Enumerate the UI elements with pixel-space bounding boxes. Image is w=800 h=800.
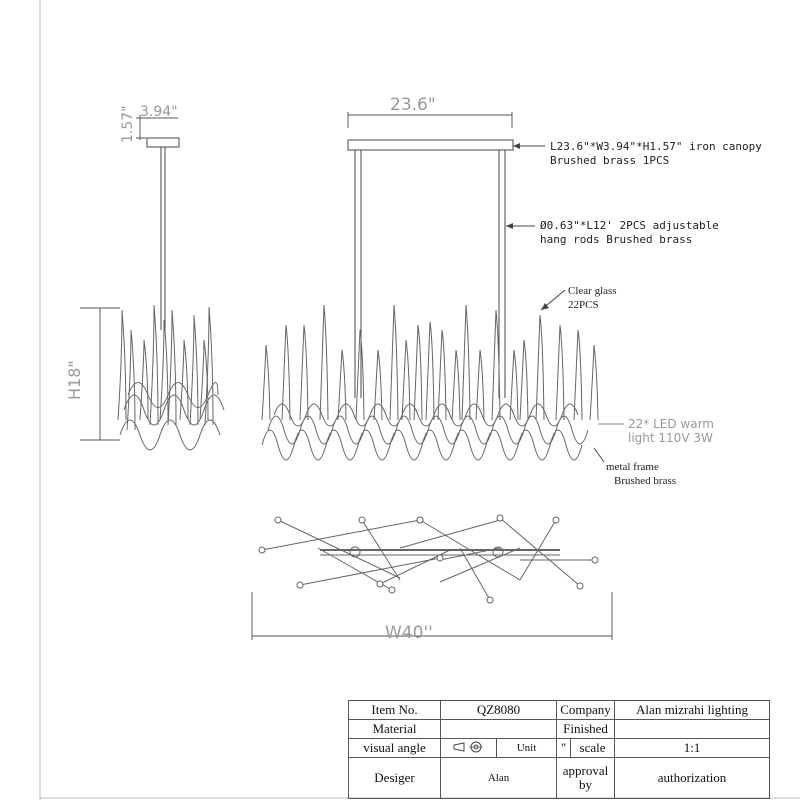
designer-value: Alan (441, 758, 557, 799)
visual-angle-label: visual angle (349, 739, 441, 758)
canopy-callout-line2: Brushed brass 1PCS (550, 154, 670, 167)
first-angle-projection-icon (452, 741, 486, 753)
canopy-width-label: 3.94" (140, 104, 178, 120)
scale-value: 1:1 (615, 739, 770, 758)
canopy-callout-line1: L23.6"*W3.94"*H1.57" iron canopy (550, 140, 762, 153)
company-value: Alan mizrahi lighting (615, 701, 770, 720)
unit-label: Unit (497, 739, 557, 758)
top-view (252, 515, 612, 643)
approval-label: approval by (557, 758, 615, 799)
finished-label: Finished (557, 720, 615, 739)
designer-label: Desiger (349, 758, 441, 799)
front-glass-arms (262, 305, 598, 460)
title-block (348, 700, 769, 798)
front-view (262, 95, 762, 487)
arm-ends (259, 515, 598, 603)
led-callout-line1: 22* LED warm (628, 417, 714, 431)
glass-callout-line1: Clear glass (568, 285, 617, 297)
canopy-height-label: 1.57" (120, 105, 136, 143)
projection-symbol-icon (441, 739, 497, 758)
front-width-label: 23.6" (390, 95, 436, 115)
item-no-label: Item No. (349, 701, 441, 720)
frame-callout-line2: Brushed brass (614, 475, 677, 487)
frame-leader (594, 448, 604, 462)
side-glass-arms (118, 305, 224, 450)
frame-callout-line1: metal frame (606, 461, 659, 473)
unit-value: " (557, 739, 571, 758)
company-label: Company (557, 701, 615, 720)
authorization-label: authorization (615, 758, 770, 799)
rods-callout-line1: Ø0.63"*L12' 2PCS adjustable (540, 219, 719, 232)
material-label: Material (349, 720, 441, 739)
height-label: H18" (65, 360, 84, 400)
item-no-value: QZ8080 (441, 701, 557, 720)
side-view (65, 104, 224, 450)
glass-callout-line2: 22PCS (568, 299, 599, 311)
side-canopy (147, 138, 179, 147)
material-value (441, 720, 557, 739)
top-arms (262, 518, 595, 600)
frame-width-label: W40'' (385, 623, 433, 643)
front-canopy (348, 140, 513, 150)
rods-callout-line2: hang rods Brushed brass (540, 233, 693, 246)
led-callout-line2: light 110V 3W (628, 431, 713, 445)
scale-label: scale (571, 739, 615, 758)
finished-value (615, 720, 770, 739)
